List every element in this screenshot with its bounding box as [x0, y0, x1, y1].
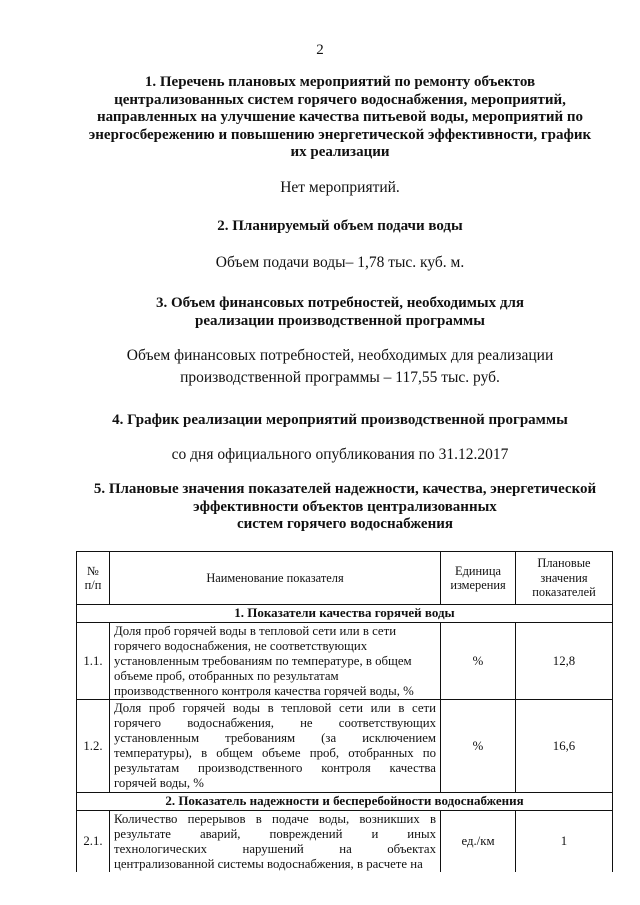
row-name-line: централизованной системы водоснабжения, в расчете на [114, 856, 423, 871]
header-value-line: значения [540, 570, 588, 585]
row-name-line: Количество перерывов в подаче воды, возникших в [114, 811, 436, 826]
header-value-line: Плановые [537, 556, 591, 571]
section-5-title-line: систем горячего водоснабжения [237, 516, 453, 532]
row-num: 1.1. [77, 622, 110, 700]
section-1-title-line: энергосбережению и повышению энергетической эффективности, график [88, 126, 592, 143]
row-indicator-name [110, 810, 441, 872]
section-3-title-line: реализации производственной программы [195, 312, 485, 329]
table-row [77, 810, 613, 872]
row-name-line: технологических нарушений на объектах [114, 841, 436, 856]
row-name-line: результате аварий, повреждений и иных [114, 826, 436, 841]
row-name-line: объеме проб, отобранных по результатам [114, 668, 339, 683]
header-num-line: п/п [84, 578, 102, 592]
section-4-title: 4. График реализации мероприятий производственной программы [112, 412, 568, 428]
table-group-row [77, 605, 613, 623]
section-4-body: со дня официального опубликования по 31.12.2017 [171, 446, 509, 463]
row-name-line: установленным требованиям (за исключением [114, 731, 436, 746]
page-number: 2 [316, 42, 324, 58]
section-3-body-line: Объем финансовых потребностей, необходимых для реализации [126, 347, 554, 364]
section-1-title-line: централизованных систем горячего водоснабжения, мероприятий, [114, 91, 566, 108]
row-name-line: Доля проб горячей воды в тепловой сети или в сети [114, 623, 397, 638]
header-unit [441, 552, 516, 605]
row-name-line: Доля проб горячей воды в тепловой сети или в сети [114, 701, 436, 716]
row-value: 12,8 [516, 622, 613, 700]
section-1-title [70, 74, 610, 162]
header-value [516, 552, 613, 605]
row-unit: % [441, 622, 516, 700]
indicators-table [76, 551, 613, 872]
section-1-title-line: 1. Перечень плановых мероприятий по ремонту объектов [144, 74, 536, 90]
header-unit-line: Единица [455, 563, 501, 578]
section-2-title: 2. Планируемый объем подачи воды [217, 218, 463, 234]
header-num [77, 552, 110, 605]
row-name-line: горячего водоснабжения, не соответствующих [114, 638, 368, 653]
section-3-body [60, 345, 620, 389]
section-3-title [70, 295, 610, 330]
header-num-line: № [87, 563, 99, 578]
section-1-body: Нет мероприятий. [280, 179, 400, 196]
row-value: 1 [516, 810, 613, 872]
section-5-title-line: эффективности объектов централизованных [193, 498, 497, 515]
row-unit: ед./км [441, 810, 516, 872]
group-quality: 1. Показатели качества горячей воды [77, 605, 613, 623]
table-row [77, 622, 613, 700]
section-3-title-line: 3. Объем финансовых потребностей, необходимых для [155, 295, 525, 311]
row-name-line: производственного контроля качества горячей воды, % [114, 683, 414, 698]
row-name-line: установленным требованиям по температуре, в общем [114, 653, 412, 668]
header-unit-line: измерения [450, 578, 506, 592]
row-unit: % [441, 700, 516, 792]
table-row [77, 700, 613, 792]
row-name-line: результатам производственного контроля качества [114, 761, 436, 776]
row-num: 1.2. [77, 700, 110, 792]
row-indicator-name [110, 622, 441, 700]
section-3-body-line: производственной программы – 117,55 тыс. руб. [180, 369, 500, 386]
row-indicator-name [110, 700, 441, 792]
row-name-line: температуры), в общем объеме проб, отобранных по [114, 746, 436, 761]
section-1-title-line: направленных на улучшение качества питьевой воды, мероприятий по [96, 109, 584, 125]
row-name-line: горячей воды, % [114, 775, 204, 790]
section-5-title [50, 481, 640, 534]
section-5-title-line: 5. Плановые значения показателей надежности, качества, энергетической [93, 481, 597, 497]
section-2-body: Объем подачи воды– 1,78 тыс. куб. м. [215, 254, 465, 271]
section-1-title-line: их реализации [290, 144, 390, 160]
header-name: Наименование показателя [110, 552, 441, 605]
row-value: 16,6 [516, 700, 613, 792]
row-num: 2.1. [77, 810, 110, 872]
row-name-line: горячего водоснабжения, не соответствующих [114, 716, 436, 731]
group-reliability: 2. Показатель надежности и бесперебойности водоснабжения [77, 792, 613, 810]
header-value-line: показателей [532, 585, 596, 600]
table-group-row [77, 792, 613, 810]
table-header-row [77, 552, 613, 605]
